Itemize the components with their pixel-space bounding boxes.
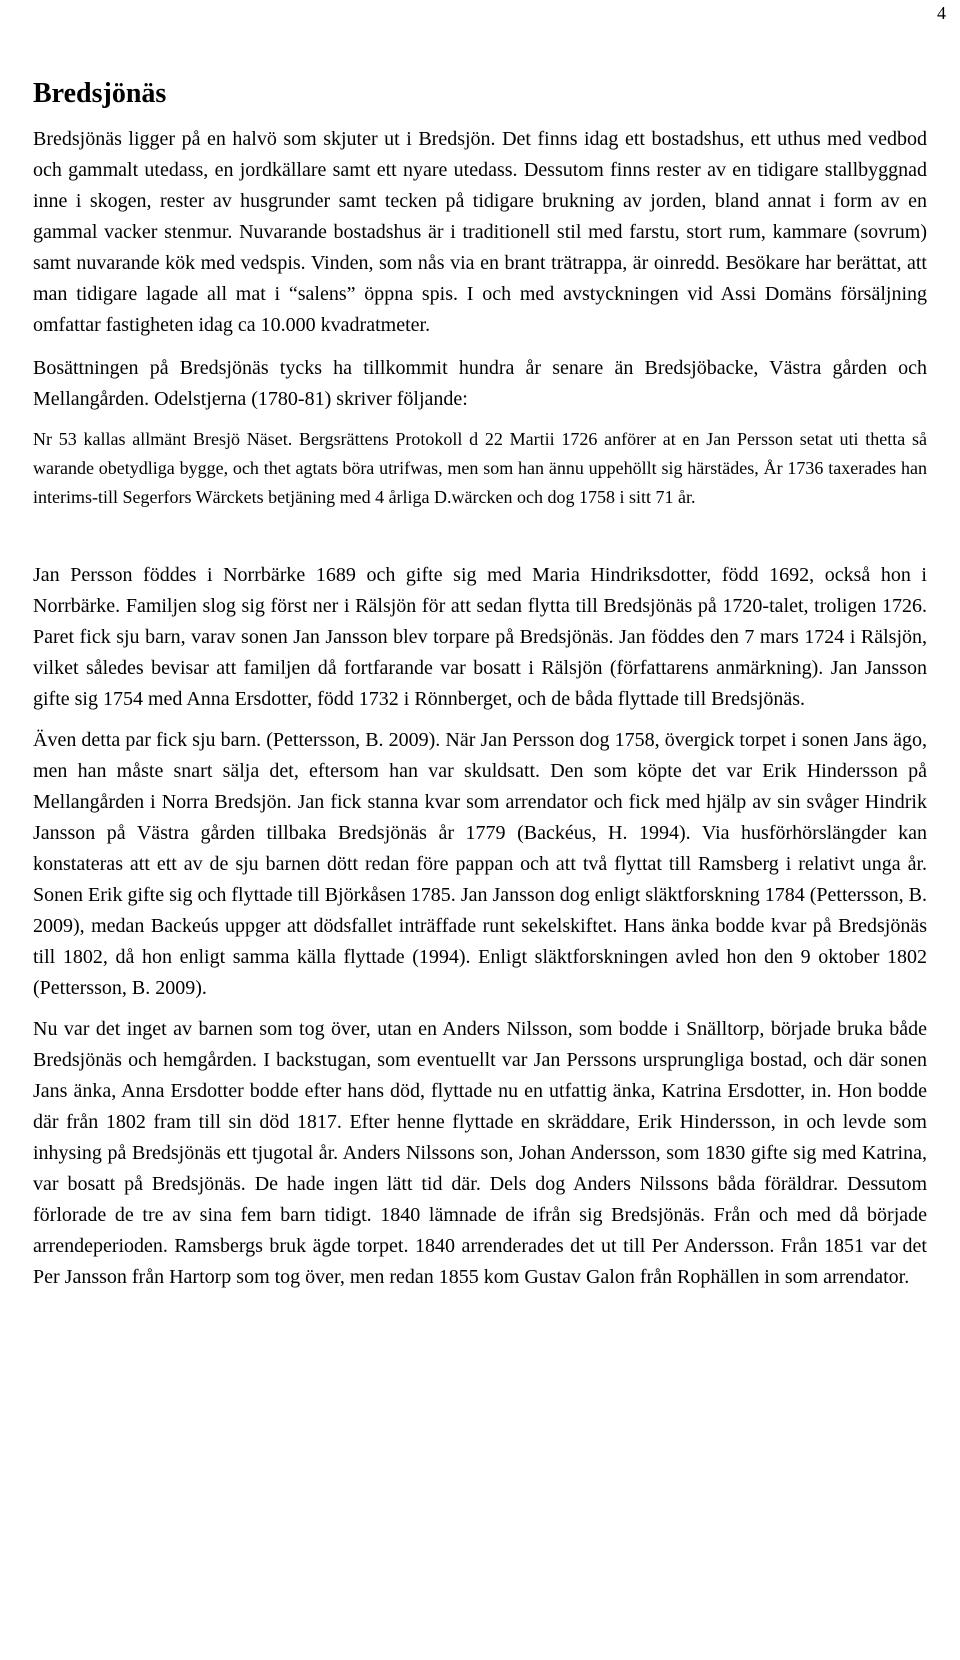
quote-text: Nr 53 kallas allmänt Bresjö Näset. Bergsrättens Protokoll d 22 Martii 1726 anförer at en Jan Persson setat uti thetta så warande obetydliga bygge, och thet agtats böra utrifwas, men som han ännu uppehöllt sig härstädes, År 1736 taxerades han interims-till Segerfors Wärckets betjäning med 4 årliga D.wärcken och dog 1758 i sitt 71 år. [33, 429, 927, 507]
document-body [33, 78, 927, 1303]
paragraph-intro-description: Bredsjönäs ligger på en halvö som skjuter ut i Bredsjön. Det finns idag ett bostadshus, ett uthus med vedbod och gammalt utedass, en jordkällare samt ett nyare utedass. Dessutom finns rester av en tidigare stallbyggnad inne i skogen, rester av husgrunder samt tecken på tidigare brukning av jorden, bland annat i form av en gammal vacker stenmur. Nuvarande bostadshus är i traditionell stil med farstu, stort rum, kammare (sovrum) samt nuvarande kök med vedspis. Vinden, som nås via en brant trätrappa, är oinredd. Besökare har berättat, att man tidigare lagade all mat i “salens” öppna spis. I och med avstyckningen vid Assi Domäns försäljning omfattar fastigheten idag ca 10.000 kvadratmeter. [33, 128, 927, 336]
paragraph-anders-nilsson: Nu var det inget av barnen som tog över, utan en Anders Nilsson, som bodde i Snälltorp, började bruka både Bredsjönäs och hemgården. I backstugan, som eventuellt var Jan Perssons ursprungliga bostad, och där sonen Jans änka, Anna Ersdotter bodde efter hans död, flyttade nu en utfattig änka, Katrina Ersdotter, in. Hon bodde där från 1802 fram till sin död 1817. Efter henne flyttade en skräddare, Erik Hindersson, in och levde som inhysing på Bredsjönäs ett tjugotal år. Anders Nilssons son, Johan Andersson, som 1830 gifte sig med Katrina, var bosatt på Bredsjönäs. De hade ingen lätt tid där. Dels dog Anders Nilssons båda föräldrar. Dessutom förlorade de tre av sina fem barn tidigt. 1840 lämnade de ifrån sig Bredsjönäs. Från och med då började arrendeperioden. Ramsbergs bruk ägde torpet. 1840 arrenderades det ut till Per Andersson. Från 1851 var det Per Jansson från Hartorp som tog över, men redan 1855 kom Gustav Galon från Rophällen in som arrendator. [33, 1018, 927, 1288]
paragraph-intro-settlement: Bosättningen på Bredsjönäs tycks ha tillkommit hundra år senare än Bredsjöbacke, Västra gården och Mellangården. Odelstjerna (1780-81) skriver följande: [33, 357, 927, 410]
odelstjerna-quote [33, 425, 927, 512]
page-number: 4 [937, 3, 946, 23]
section-title: Bredsjönäs [33, 78, 167, 109]
paragraph-jan-persson: Jan Persson föddes i Norrbärke 1689 och gifte sig med Maria Hindriksdotter, född 1692, också hon i Norrbärke. Familjen slog sig först ner i Rälsjön för att sedan flytta till Bredsjönäs på 1720-talet, troligen 1726. Paret fick sju barn, varav sonen Jan Jansson blev torpare på Bredsjönäs. Jan föddes den 7 mars 1724 i Rälsjön, vilket således bevisar att familjen då fortfarande var bosatt i Rälsjön (författarens anmärkning). Jan Jansson gifte sig 1754 med Anna Ersdotter, född 1732 i Rönnberget, och de båda flyttade till Bredsjönäs. [33, 564, 927, 710]
paragraph-seven-children: Även detta par fick sju barn. (Pettersson, B. 2009). När Jan Persson dog 1758, övergick torpet i sonen Jans ägo, men han måste snart sälja det, eftersom han var skuldsatt. Den som köpte det var Erik Hindersson på Mellangården i Norra Bredsjön. Jan fick stanna kvar som arrendator och fick med hjälp av sin svåger Hindrik Jansson på Västra gården tillbaka Bredsjönäs år 1779 (Backéus, H. 1994). Via husförhörslängder kan konstateras att ett av de sju barnen dött redan före pappan och att två flyttat till Ramsberg i relativt unga år. Sonen Erik gifte sig och flyttade till Björkåsen 1785. Jan Jansson dog enligt släktforskning 1784 (Pettersson, B. 2009), medan Backeús uppger att dödsfallet inträffade runt sekelskiftet. Hans änka bodde kvar på Bredsjönäs till 1802, då hon enligt samma källa flyttade (1994). Enligt släktforskningen avled hon den 9 oktober 1802 (Pettersson, B. 2009). [33, 729, 927, 999]
